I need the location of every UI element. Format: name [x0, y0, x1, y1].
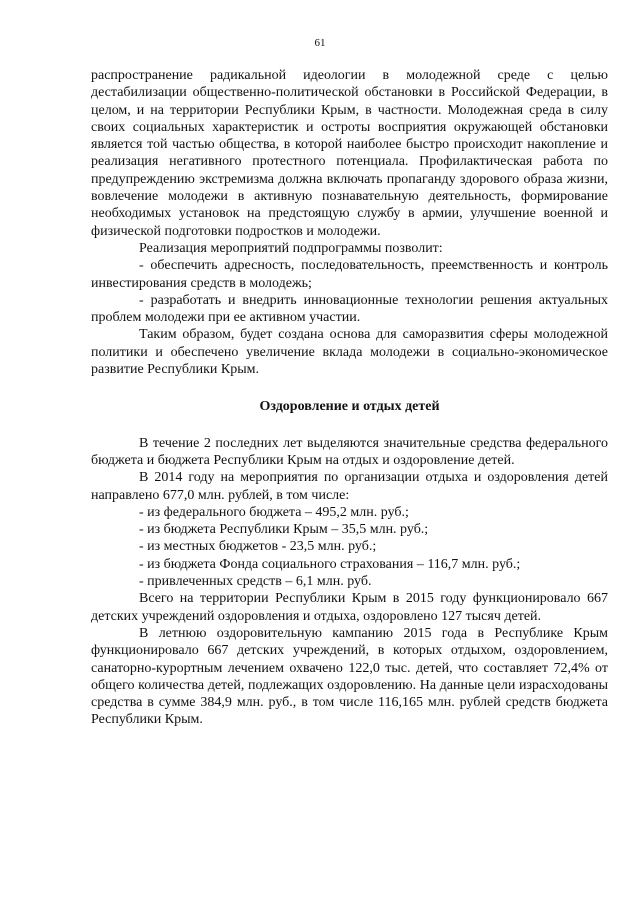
document-body	[91, 67, 608, 729]
paragraph-2015-facilities: Всего на территории Республики Крым в 2015 году функционировало 667 детских учреждений оздоровления и отдыха, оздоровлено 127 тысяч детей.	[91, 591, 608, 624]
funding-list-item: - из федерального бюджета – 495,2 млн. руб.;	[139, 504, 409, 520]
funding-list-item: - из бюджета Республики Крым – 35,5 млн. руб.;	[139, 522, 429, 538]
paragraph-extremism-prevention: распространение радикальной идеологии в молодежной среде с целью дестабилизации общественно-политической обстановки в Российской Федерации, в целом, и на территории Республики Крым, в частности. Молодежная среда в силу своих социальных характеристик и остроты восприятия окружающей обстановки является той частью общества, в которой наиболее быстро происходит накопление и реализация негативного протестного потенциала. Профилактическая работа по предупреждению экстремизма должна включать пропаганду здорового образа жизни, вовлечение молодежи в активную познавательную деятельность, формирование необходимых установок на предстоящую службу в армии, улучшение военной и физической подготовки подростков и молодежи.	[91, 68, 608, 239]
paragraph-subprogram-intro: Реализация мероприятий подпрограммы позволит:	[139, 240, 443, 256]
paragraph-summer-campaign: В летнюю оздоровительную кампанию 2015 года в Республике Крым функционировало 667 детских учреждений, в которых отдыхом, оздоровлением, санаторно-курортным лечением охвачено 122,0 тыс. детей, что составляет 72,4% от общего количества детей, подлежащих оздоровлению. На данные цели израсходованы средства в сумме 384,9 млн. руб., в том числе 116,165 млн. рублей средств бюджета Республики Крым.	[91, 625, 608, 728]
funding-list-item: - из бюджета Фонда социального страхования – 116,7 млн. руб.;	[139, 556, 521, 572]
list-item-innovation: - разработать и внедрить инновационные технологии решения актуальных проблем молодежи при ее активном участии.	[91, 292, 608, 326]
paragraph-2014-funding: В 2014 году на мероприятия по организации отдыха и оздоровления детей направлено 677,0 млн. рублей, в том числе:	[91, 470, 608, 503]
page-number: 61	[314, 37, 326, 49]
list-item-targeting: - обеспечить адресность, последовательность, преемственность и контроль инвестирования средств в молодежь;	[91, 258, 608, 291]
funding-list-item: - из местных бюджетов - 23,5 млн. руб.;	[139, 539, 377, 555]
paragraph-funding-intro: В течение 2 последних лет выделяются значительные средства федерального бюджета и бюджета Республики Крым на отдых и оздоровление детей.	[91, 435, 608, 468]
section-title: Оздоровление и отдых детей	[259, 399, 440, 415]
funding-list-item: - привлеченных средств – 6,1 млн. руб.	[139, 574, 372, 590]
paragraph-conclusion: Таким образом, будет создана основа для саморазвития сферы молодежной политики и обеспечено увеличение вклада молодежи в социально-экономическое развитие Республики Крым.	[91, 327, 608, 378]
